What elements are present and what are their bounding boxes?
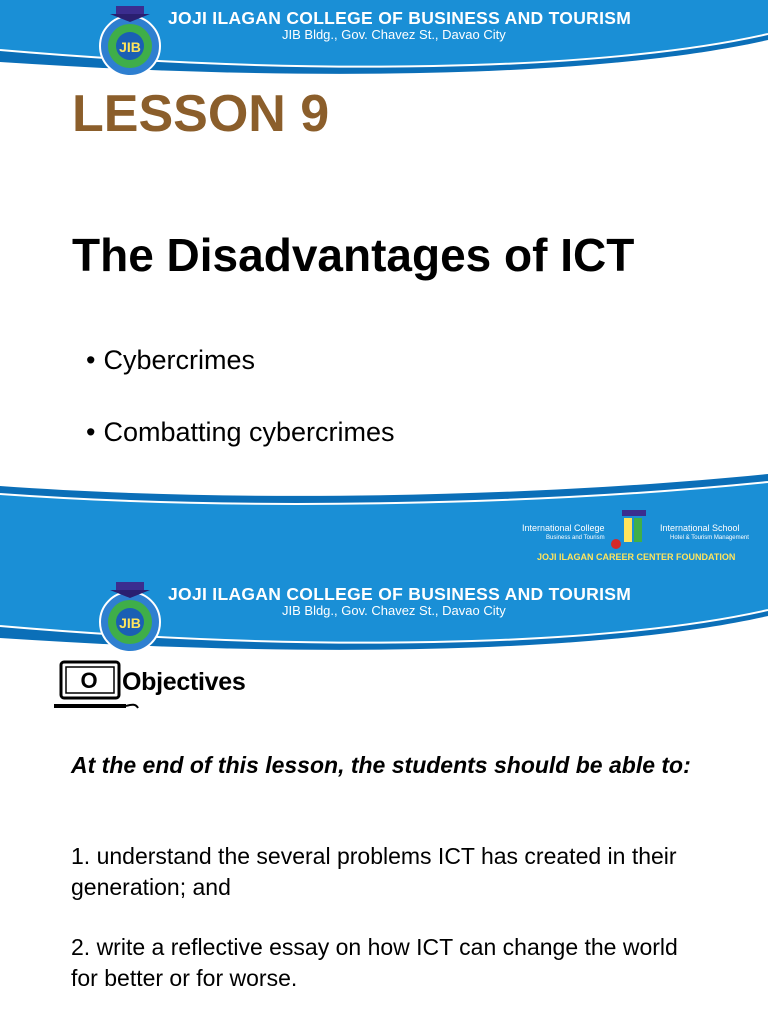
footer-college-sub: Business and Tourism <box>546 535 605 541</box>
bullet-item: • Combatting cybercrimes <box>86 414 395 486</box>
bullet-item: • Cybercrimes <box>86 342 395 414</box>
college-name: JOJI ILAGAN COLLEGE OF BUSINESS AND TOURISM <box>168 8 632 28</box>
objectives-intro: At the end of this lesson, the students should be able to: <box>71 752 691 778</box>
foundation-logo-icon <box>608 510 660 552</box>
topic-title: The Disadvantages of ICT <box>72 229 635 281</box>
college-name: JOJI ILAGAN COLLEGE OF BUSINESS AND TOURISM <box>168 584 632 604</box>
objectives-heading: Objectives <box>122 668 246 696</box>
lesson-title: LESSON 9 <box>72 85 330 143</box>
footer-school-sub: Hotel & Tourism Management <box>670 535 749 541</box>
svg-text:JIB: JIB <box>119 615 141 631</box>
college-logo-icon <box>96 580 168 652</box>
slide-2 <box>0 576 768 1024</box>
college-address: JIB Bldg., Gov. Chavez St., Davao City <box>282 603 506 618</box>
svg-text:O: O <box>80 668 98 693</box>
topic-bullets <box>86 342 395 486</box>
foundation-name: JOJI ILAGAN CAREER CENTER FOUNDATION <box>537 552 736 562</box>
footer-school-label: International School <box>660 523 740 533</box>
objective-item: 2. write a reflective essay on how ICT can change the world for better or for worse. <box>71 934 678 991</box>
college-address: JIB Bldg., Gov. Chavez St., Davao City <box>282 27 506 42</box>
footer-college-label: International College <box>522 523 605 533</box>
college-logo-icon <box>96 4 168 76</box>
objective-item: 1. understand the several problems ICT has created in their generation; and <box>71 843 677 900</box>
svg-text:JIB: JIB <box>119 39 141 55</box>
